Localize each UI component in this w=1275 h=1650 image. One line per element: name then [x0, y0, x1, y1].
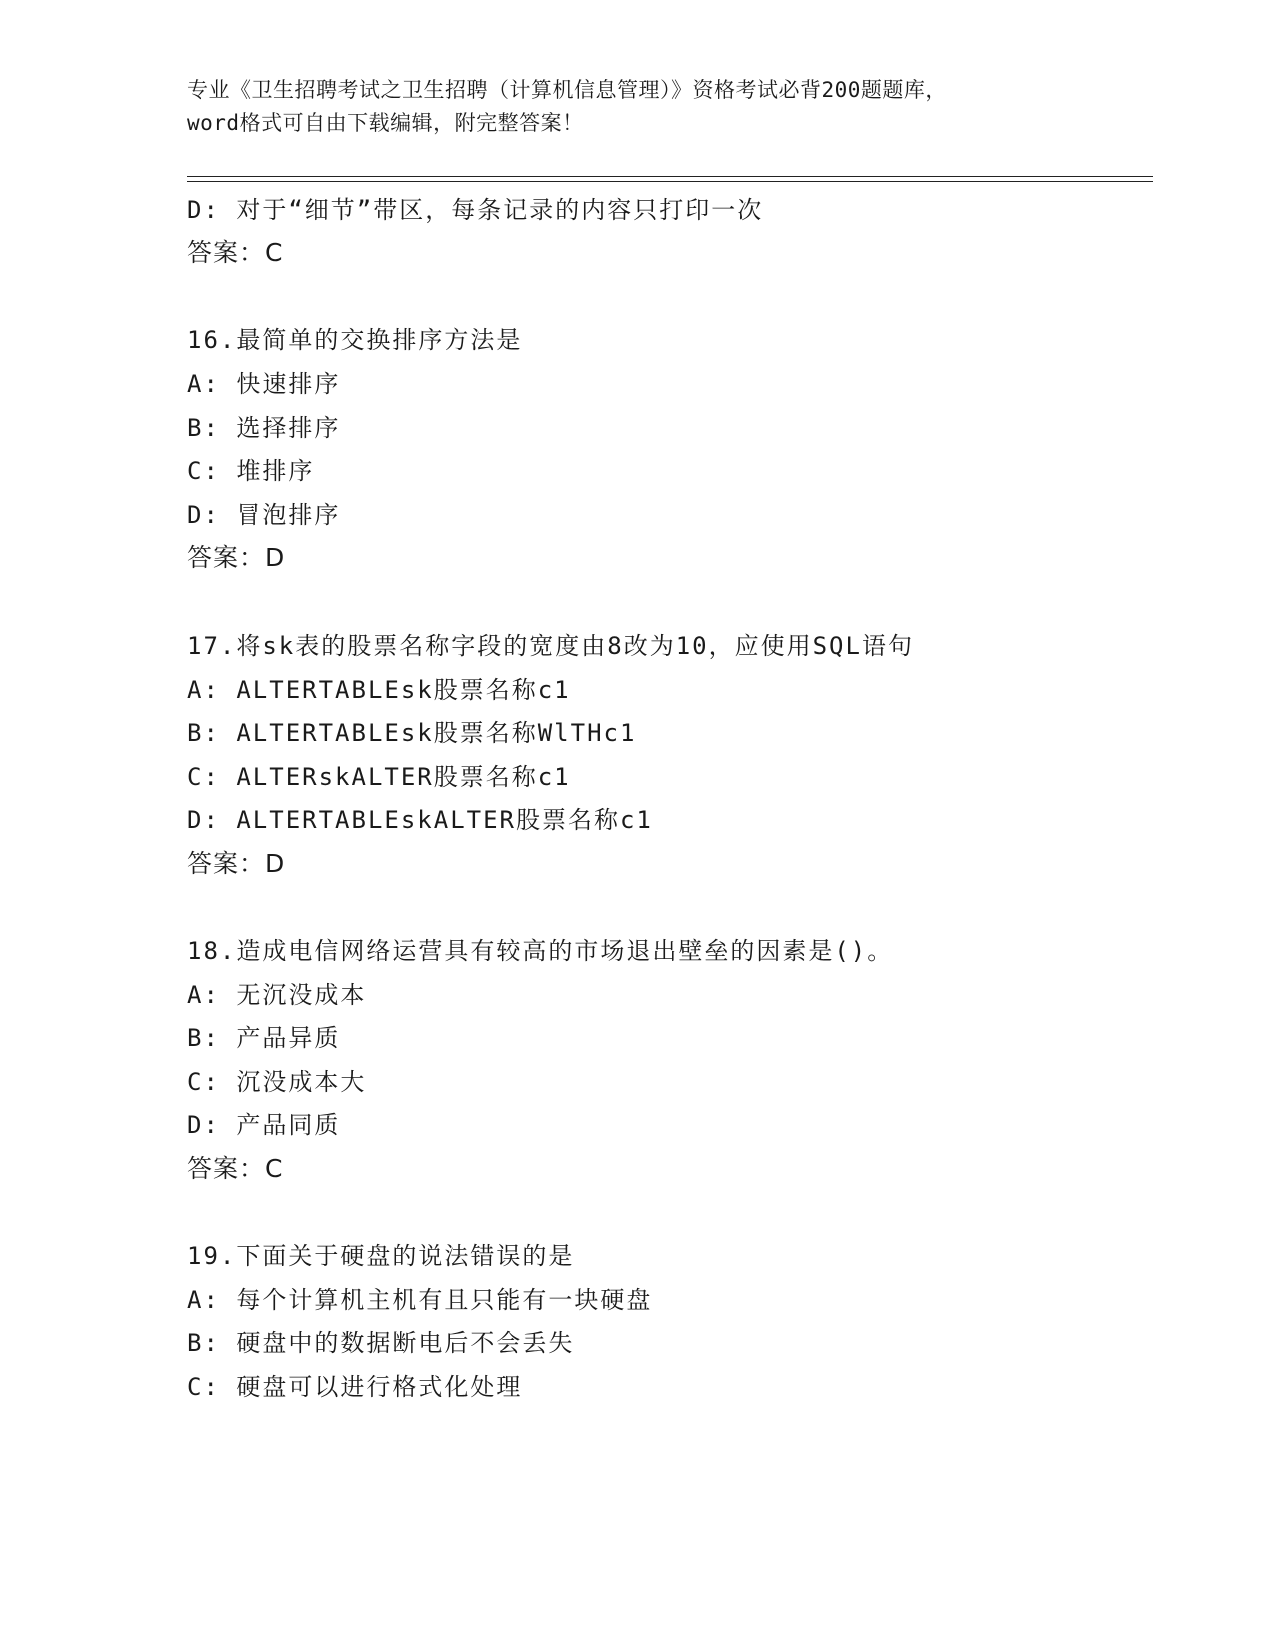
question-16-option-a: A: 快速排序: [187, 370, 341, 398]
question-16-answer: 答案：D: [187, 543, 286, 572]
header-rule-bottom: [187, 181, 1153, 182]
question-18-answer: 答案：C: [187, 1154, 284, 1183]
header-rule-top: [187, 176, 1153, 177]
question-19-stem: 19.下面关于硬盘的说法错误的是: [187, 1242, 575, 1270]
question-16-option-b: B: 选择排序: [187, 414, 341, 442]
question-19-option-b: B: 硬盘中的数据断电后不会丢失: [187, 1329, 575, 1357]
question-18-option-a: A: 无沉没成本: [187, 981, 367, 1009]
document-header: [187, 74, 1087, 140]
question-18-option-c: C: 沉没成本大: [187, 1068, 367, 1096]
question-16-stem: 16.最简单的交换排序方法是: [187, 326, 523, 354]
question-17-answer: 答案：D: [187, 849, 286, 878]
question-17-option-c: C: ALTERskALTER股票名称c1: [187, 763, 571, 791]
header-line-1: 专业《卫生招聘考试之卫生招聘（计算机信息管理）》资格考试必背200题题库，: [187, 78, 947, 102]
prev-answer: 答案：C: [187, 238, 284, 267]
question-17-option-d: D: ALTERTABLEskALTER股票名称c1: [187, 806, 653, 834]
question-18-option-b: B: 产品异质: [187, 1024, 341, 1052]
question-17-option-b: B: ALTERTABLEsk股票名称WlTHc1: [187, 719, 637, 747]
header-line-2: word格式可自由下载编辑，附完整答案！: [187, 111, 584, 135]
question-19-option-a: A: 每个计算机主机有且只能有一块硬盘: [187, 1286, 653, 1314]
question-17-option-a: A: ALTERTABLEsk股票名称c1: [187, 676, 571, 704]
question-19-option-c: C: 硬盘可以进行格式化处理: [187, 1373, 523, 1401]
question-16-option-c: C: 堆排序: [187, 457, 315, 485]
prev-option-d: D: 对于“细节”带区，每条记录的内容只打印一次: [187, 196, 764, 224]
question-16-option-d: D: 冒泡排序: [187, 501, 341, 529]
question-17-stem: 17.将sk表的股票名称字段的宽度由8改为10，应使用SQL语句: [187, 632, 914, 660]
question-18-stem: 18.造成电信网络运营具有较高的市场退出壁垒的因素是()。: [187, 937, 894, 965]
question-18-option-d: D: 产品同质: [187, 1111, 341, 1139]
